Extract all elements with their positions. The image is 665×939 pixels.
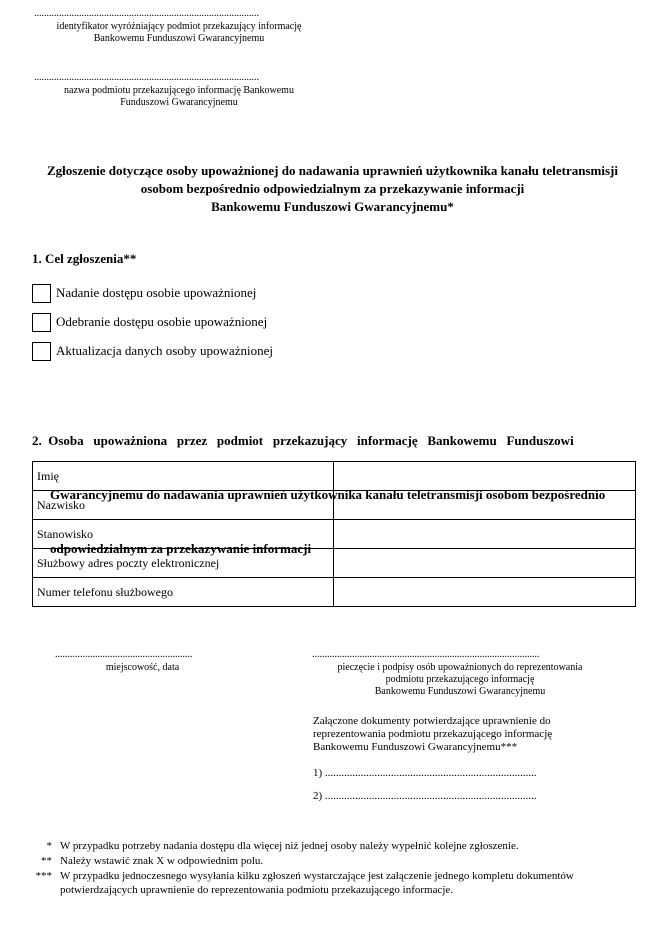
identifier-label <box>34 21 324 45</box>
document-title <box>20 162 645 216</box>
option-grant-access: Nadanie dostępu osobie upoważnionej <box>56 285 257 300</box>
field-label-email: Służbowy adres poczty elektronicznej <box>33 549 334 578</box>
checkbox-revoke-access[interactable] <box>32 313 51 332</box>
field-label-last-name: Nazwisko <box>33 491 334 520</box>
field-label-position: Stanowisko <box>33 520 334 549</box>
title-line2: osobom bezpośrednio odpowiedzialnym za przekazywanie informacji <box>140 181 525 196</box>
identifier-label-line2: Bankowemu Funduszowi Gwarancyjnemu <box>93 33 265 44</box>
attachment-item-2[interactable]: 2) ............................................................................. <box>313 790 537 802</box>
attachments-note <box>313 715 613 754</box>
option-revoke-access: Odebranie dostępu osobie upoważnionej <box>56 314 268 329</box>
field-input-first-name[interactable] <box>334 462 636 491</box>
section1-heading: 1. Cel zgłoszenia** <box>32 251 137 266</box>
table-row <box>33 520 636 549</box>
table-row <box>33 549 636 578</box>
footnote-mark-2: ** <box>41 855 52 867</box>
signature-label <box>300 662 620 698</box>
identifier-label-line1: identyfikator wyróżniający podmiot przekazujący informację <box>56 21 302 32</box>
field-input-email[interactable] <box>334 549 636 578</box>
attachments-line1: Załączone dokumenty potwierdzające uprawnienie do <box>313 715 551 727</box>
section2-line1: 2. Osoba upoważniona przez podmiot przekazujący informację Bankowemu Funduszowi <box>32 433 574 448</box>
place-date-dotted-line: ....................................................... <box>55 649 193 660</box>
footnote-text-3 <box>60 869 655 897</box>
place-date-label: miejscowość, data <box>105 662 180 673</box>
signature-label-line2: podmiotu przekazującego informację <box>385 674 535 685</box>
checkbox-update-data[interactable] <box>32 342 51 361</box>
field-input-phone[interactable] <box>334 578 636 607</box>
title-line3: Bankowemu Funduszowi Gwarancyjnemu* <box>211 199 454 214</box>
checkbox-grant-access[interactable] <box>32 284 51 303</box>
name-label-line1: nazwa podmiotu przekazującego informację Bankowemu <box>64 85 294 96</box>
footnote-mark-1: * <box>46 840 52 852</box>
attachments-line3: Bankowemu Funduszowi Gwarancyjnemu*** <box>313 741 518 753</box>
footnote-text-3-line1: W przypadku jednoczesnego wysyłania kilku zgłoszeń wystarczające jest załączenie jednego kompletu dokumentów <box>60 870 574 882</box>
table-row <box>33 578 636 607</box>
footnote-text-1: W przypadku potrzeby nadania dostępu dla więcej niż jednej osoby należy wypełnić kolejne zgłoszenie. <box>60 840 519 852</box>
name-label <box>34 85 324 109</box>
field-label-phone: Numer telefonu służbowego <box>33 578 334 607</box>
footnote-mark-3: *** <box>35 870 52 882</box>
attachment-item-1[interactable]: 1) ............................................................................. <box>313 767 537 779</box>
name-dotted-line: .......................................................................................... <box>34 72 259 83</box>
name-label-line2: Funduszowi Gwarancyjnemu <box>120 97 238 108</box>
section2-line3: odpowiedzialnym za przekazywanie informacji <box>50 541 312 556</box>
footnote-text-3-line2: potwierdzających uprawnienie do reprezentowania podmiotu przekazującego informacje. <box>60 884 454 896</box>
table-row <box>33 491 636 520</box>
signature-dotted-line: ........................................................................................... <box>312 649 540 660</box>
signature-label-line1: pieczęcie i podpisy osób upoważnionych do reprezentowania <box>337 662 583 673</box>
footnote-text-2: Należy wstawić znak X w odpowiednim polu. <box>60 855 264 867</box>
authorized-person-table <box>32 461 636 607</box>
title-line1: Zgłoszenie dotyczące osoby upoważnionej do nadawania uprawnień użytkownika kanału teletransmisji <box>47 163 618 178</box>
attachments-line2: reprezentowania podmiotu przekazującego informację <box>313 728 553 740</box>
field-input-position[interactable] <box>334 520 636 549</box>
signature-label-line3: Bankowemu Funduszowi Gwarancyjnemu <box>374 686 546 697</box>
identifier-dotted-line: .......................................................................................... <box>34 8 259 19</box>
section2-line2: Gwarancyjnemu do nadawania uprawnień użytkownika kanału teletransmisji osobom bezpośrednio <box>50 487 606 502</box>
option-update-data: Aktualizacja danych osoby upoważnionej <box>56 343 273 358</box>
table-row <box>33 462 636 491</box>
field-label-first-name: Imię <box>33 462 334 491</box>
field-input-last-name[interactable] <box>334 491 636 520</box>
